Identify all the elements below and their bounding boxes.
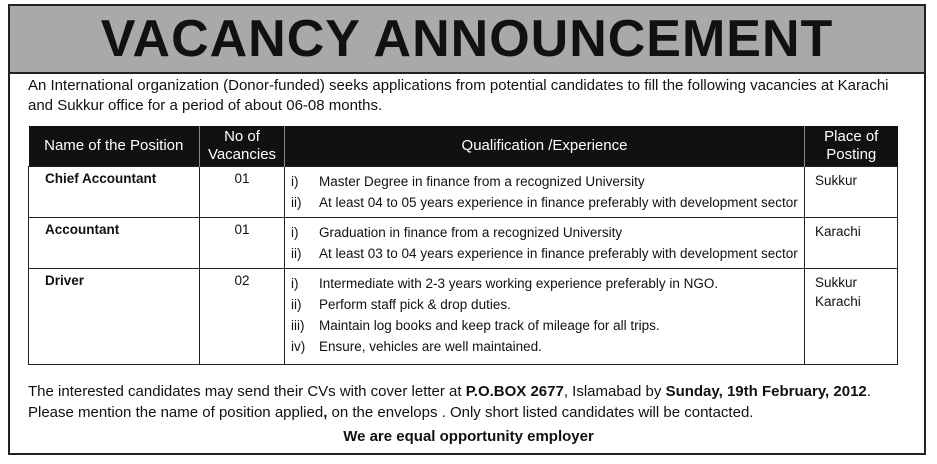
qualification-item (291, 192, 798, 213)
table-row (29, 269, 898, 365)
qualification-number: iv) (291, 339, 306, 354)
title-bar (10, 6, 924, 74)
vacancy-table (28, 126, 898, 365)
header-qualification: Qualification /Experience (285, 126, 805, 167)
vacancy-count: 01 (200, 167, 285, 218)
qualification-list (285, 167, 805, 218)
table-body (29, 167, 898, 365)
qualification-item (291, 336, 798, 357)
place-of-posting (805, 269, 898, 365)
intro-paragraph: An International organization (Donor-funded) seeks applications from potential candidates to fill the following vacancies at Karachi and Sukkur office for a period of about 06-08 months. (28, 77, 889, 114)
qualification-text: At least 03 to 04 years experience in finance preferably with development sector (319, 246, 798, 261)
qualification-text: Ensure, vehicles are well maintained. (319, 339, 542, 354)
position-name: Chief Accountant (29, 167, 200, 218)
header-posting: Place of Posting (805, 126, 898, 167)
equal-opportunity-statement: We are equal opportunity employer (343, 428, 594, 445)
qualification-number: ii) (291, 195, 302, 210)
qualification-item (291, 273, 798, 294)
footer-text-3: . Please mention the name of position applied (28, 383, 871, 421)
footer-text-4: on the envelops . Only short listed candidates will be contacted. (327, 404, 754, 421)
footer-text-1: The interested candidates may send their CVs with cover letter at (28, 383, 466, 400)
qualification-list (285, 218, 805, 269)
po-box: P.O.BOX 2677 (465, 383, 564, 400)
qualification-text: Perform staff pick & drop duties. (319, 297, 511, 312)
posting-location: Karachi (815, 224, 861, 239)
place-of-posting (805, 167, 898, 218)
table-row (29, 218, 898, 269)
qualification-item (291, 294, 798, 315)
qualification-number: i) (291, 174, 299, 189)
footer-comma: , (323, 404, 328, 421)
qualification-item (291, 315, 798, 336)
qualification-text: Maintain log books and keep track of mileage for all trips. (319, 318, 660, 333)
vacancy-count: 01 (200, 218, 285, 269)
header-vacancies: No of Vacancies (200, 126, 285, 167)
vacancy-count: 02 (200, 269, 285, 365)
qualification-list (285, 269, 805, 365)
announcement-title: VACANCY ANNOUNCEMENT (100, 10, 834, 68)
qualification-number: iii) (291, 318, 305, 333)
footer-paragraph (28, 381, 908, 423)
header-position: Name of the Position (29, 126, 200, 167)
qualification-number: ii) (291, 297, 302, 312)
qualification-item (291, 171, 798, 192)
posting-location: Karachi (815, 294, 861, 309)
qualification-number: i) (291, 225, 299, 240)
footer-text-2: , Islamabad by (563, 383, 666, 400)
qualification-text: Master Degree in finance from a recognized University (319, 174, 645, 189)
qualification-text: Graduation in finance from a recognized University (319, 225, 623, 240)
qualification-item (291, 222, 798, 243)
position-name: Driver (29, 269, 200, 365)
posting-location: Sukkur (815, 173, 858, 188)
qualification-text: Intermediate with 2-3 years working experience preferably in NGO. (319, 276, 719, 291)
qualification-item (291, 243, 798, 264)
qualification-number: i) (291, 276, 299, 291)
posting-location: Sukkur (815, 275, 858, 290)
table-header-row (29, 126, 898, 167)
qualification-text: At least 04 to 05 years experience in finance preferably with development sector (319, 195, 798, 210)
qualification-number: ii) (291, 246, 302, 261)
table-row (29, 167, 898, 218)
place-of-posting (805, 218, 898, 269)
position-name: Accountant (29, 218, 200, 269)
deadline: Sunday, 19th February, 2012 (665, 383, 867, 400)
